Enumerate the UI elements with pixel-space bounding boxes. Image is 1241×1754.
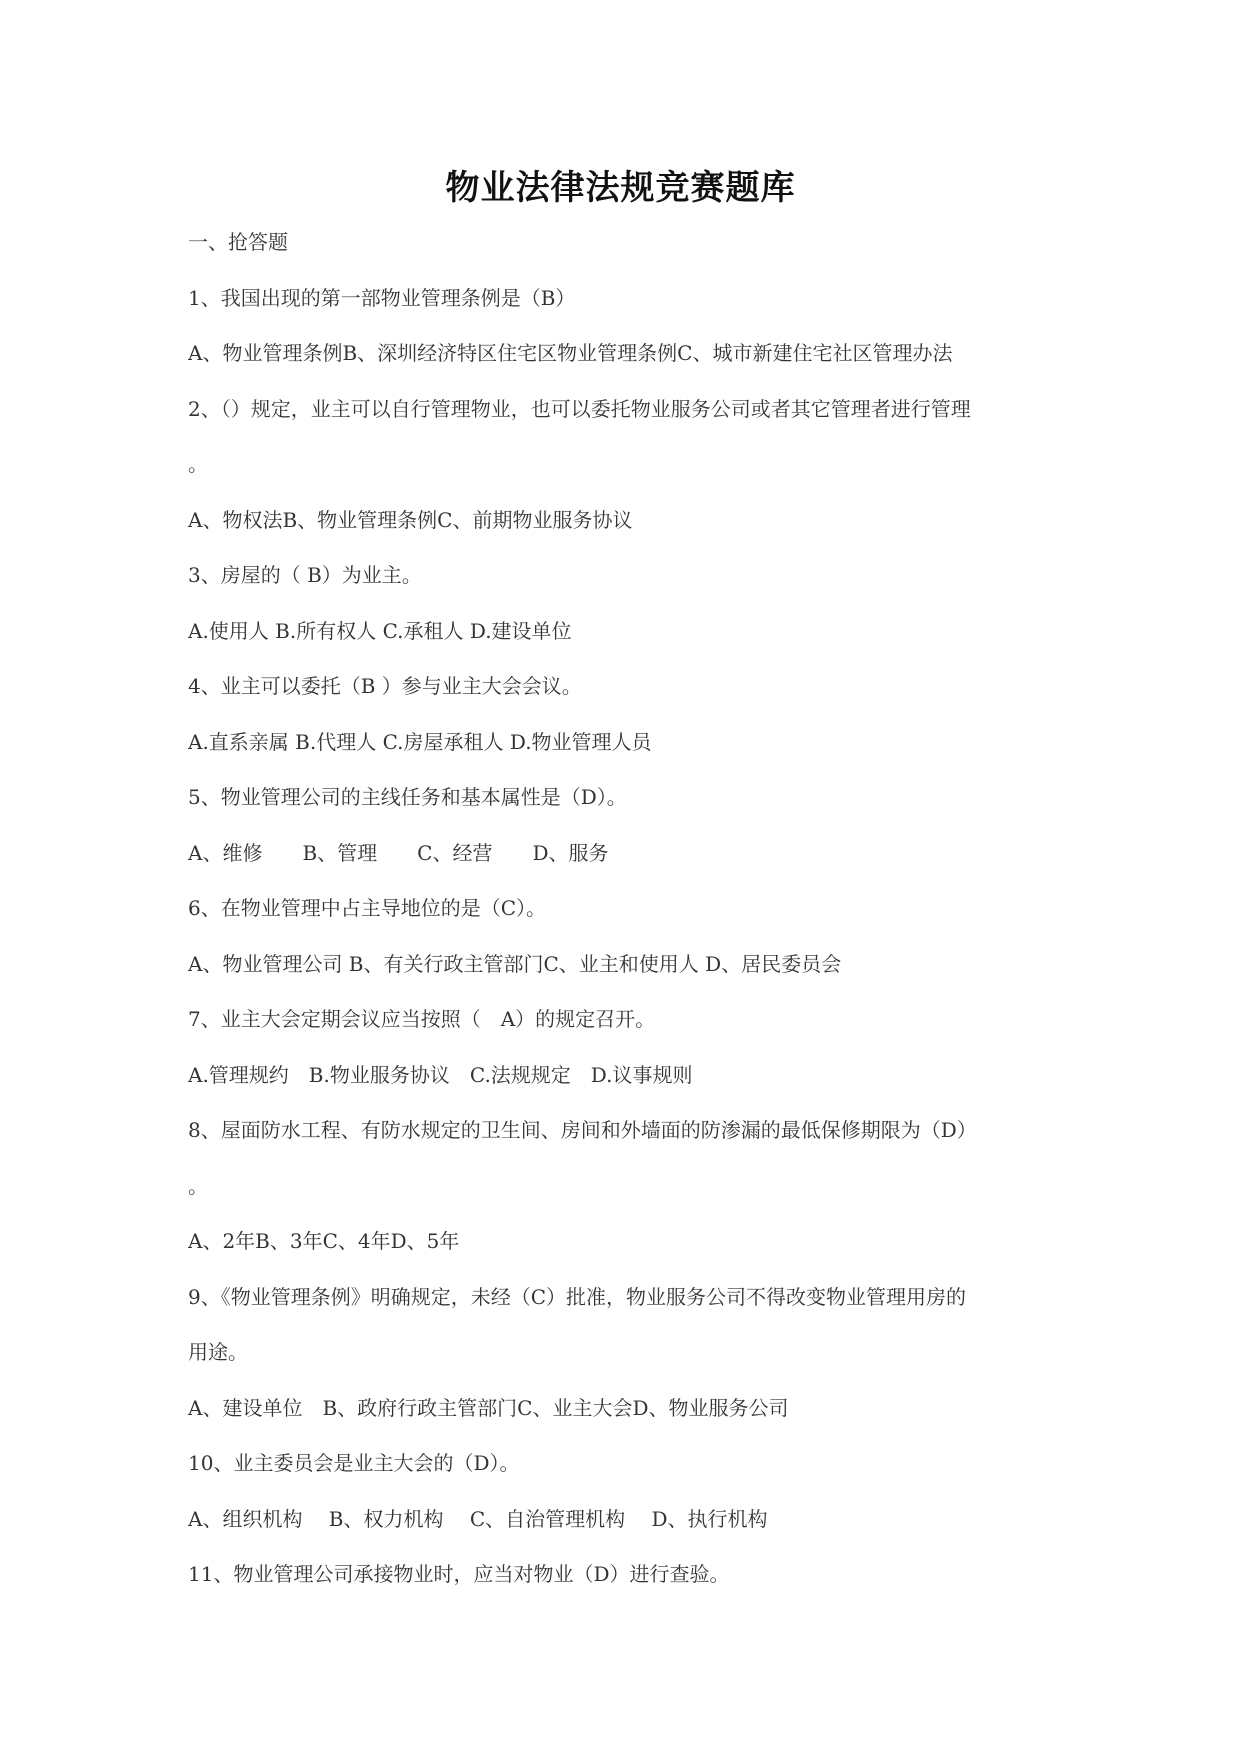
question-2-options: A、物权法B、物业管理条例C、前期物业服务协议 — [188, 507, 633, 532]
question-3-options: A.使用人 B.所有权人 C.承租人 D.建设单位 — [188, 618, 572, 643]
question-7: 7、业主大会定期会议应当按照（ A）的规定召开。 — [188, 1007, 656, 1031]
question-4: 4、业主可以委托（B ）参与业主大会会议。 — [188, 674, 582, 698]
question-8: 8、屋面防水工程、有防水规定的卫生间、房间和外墙面的防渗漏的最低保修期限为（D） — [188, 1118, 977, 1142]
question-10-options: A、组织机构 B、权力机构 C、自治管理机构 D、执行机构 — [188, 1506, 768, 1531]
question-5-options: A、维修 B、管理 C、经营 D、服务 — [188, 840, 609, 865]
question-11: 11、物业管理公司承接物业时，应当对物业（D）进行查验。 — [188, 1562, 730, 1586]
question-8-options: A、2年B、3年C、4年D、5年 — [188, 1229, 460, 1253]
question-9-continuation: 用途。 — [188, 1340, 248, 1364]
document-title: 物业法律法规竞赛题库 — [445, 168, 796, 208]
section-heading: 一、抢答题 — [188, 230, 288, 254]
question-3: 3、房屋的（ B）为业主。 — [188, 563, 422, 587]
question-4-options: A.直系亲属 B.代理人 C.房屋承租人 D.物业管理人员 — [188, 729, 652, 754]
question-1: 1、我国出现的第一部物业管理条例是（B） — [188, 285, 576, 310]
question-2-continuation: 。 — [188, 452, 208, 476]
question-list — [188, 226, 1068, 1614]
question-5: 5、物业管理公司的主线任务和基本属性是（D）。 — [188, 785, 627, 809]
question-10: 10、业主委员会是业主大会的（D）。 — [188, 1451, 520, 1475]
question-6: 6、在物业管理中占主导地位的是（C）。 — [188, 896, 547, 920]
question-9: 9、《物业管理条例》明确规定，未经（C）批准，物业服务公司不得改变物业管理用房的 — [188, 1284, 967, 1309]
question-1-options: A、物业管理条例B、深圳经济特区住宅区物业管理条例C、城市新建住宅社区管理办法 — [188, 341, 953, 365]
question-7-options: A.管理规约 B.物业服务协议 C.法规规定 D.议事规则 — [188, 1062, 693, 1087]
question-8-continuation: 。 — [188, 1173, 208, 1198]
question-2: 2、（）规定，业主可以自行管理物业，也可以委托物业服务公司或者其它管理者进行管理 — [188, 396, 971, 421]
question-9-options: A、建设单位 B、政府行政主管部门C、业主大会D、物业服务公司 — [188, 1395, 789, 1420]
question-6-options: A、物业管理公司 B、有关行政主管部门C、业主和使用人 D、居民委员会 — [188, 951, 842, 976]
